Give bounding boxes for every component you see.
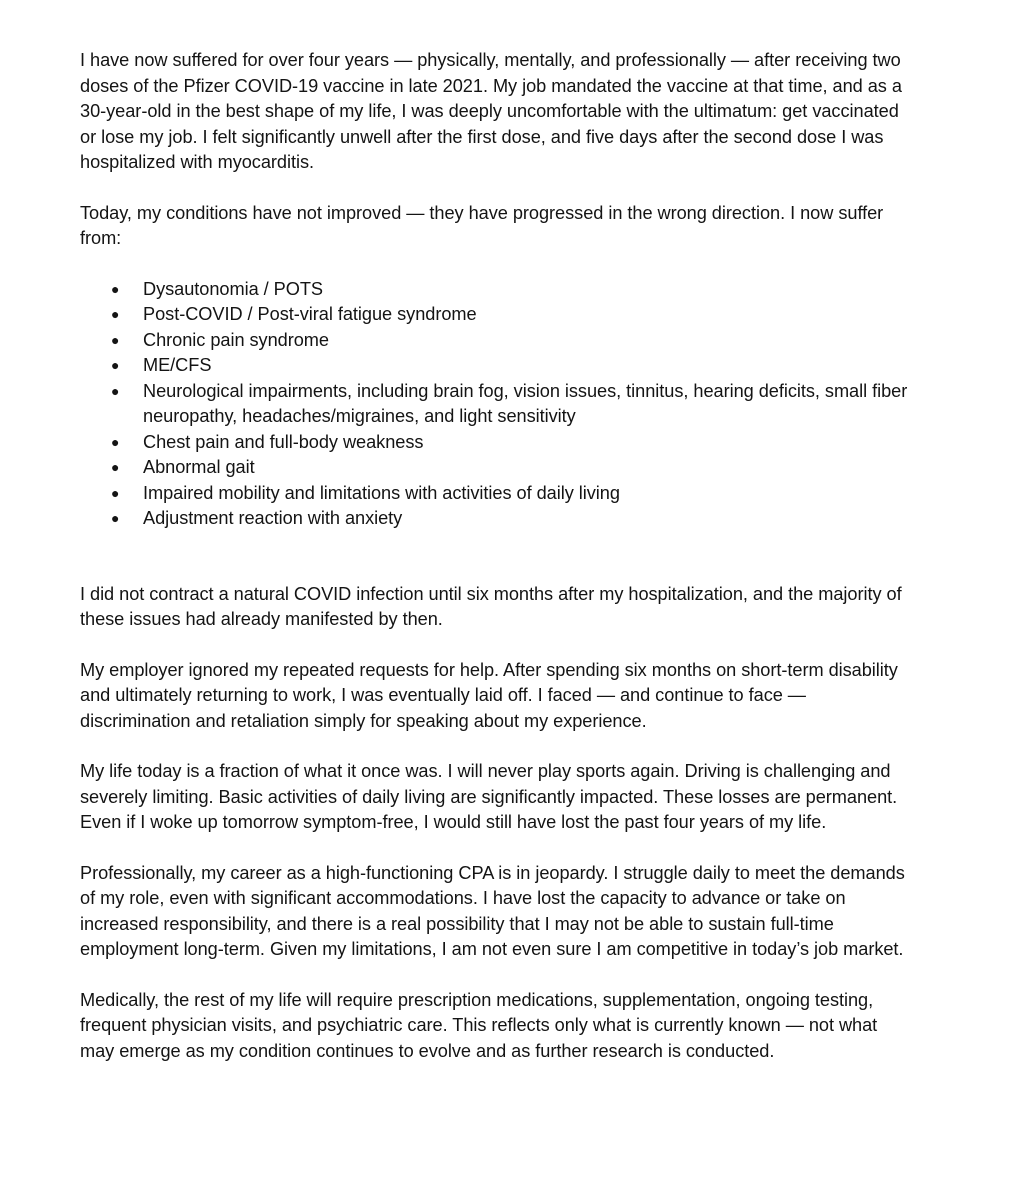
list-item <box>80 353 910 379</box>
bullet-icon: ● <box>111 459 120 475</box>
bullet-icon: ● <box>111 433 120 450</box>
paragraph-covid-infection-timing: I did not contract a natural COVID infection until six months after my hospitalization, and the majority of these issues had already manifested by then. <box>80 583 902 629</box>
paragraph-medical-outlook: Medically, the rest of my life will require prescription medications, supplementation, ongoing testing, frequent physician visits, and psychiatric care. This reflects only what is currently known — not what may emerge as my condition continues to evolve and as further research is conducted. <box>80 989 878 1061</box>
list-item <box>80 506 910 532</box>
bullet-icon: ● <box>111 484 120 501</box>
paragraph-vaccine-history: I have now suffered for over four years — physically, mentally, and professionally — after receiving two doses of the Pfizer COVID-19 vaccine in late 2021. My job mandated the vaccine at that time, and as a 30-year-old in the best shape of my life, I was deeply uncomfortable with the ultimatum: get vaccinated or lose my job. I felt significantly unwell after the first dose, and five days after the second dose I was hospitalized with myocarditis. <box>80 50 902 172</box>
list-item <box>80 277 910 303</box>
list-item <box>80 481 910 507</box>
paragraph-employer-response: My employer ignored my repeated requests for help. After spending six months on short-term disability and ultimately returning to work, I was eventually laid off. I faced — and continue to face — discrimination and retaliation simply for speaking about my experience. <box>80 659 898 731</box>
condition-text: Chest pain and full-body weakness <box>143 431 424 452</box>
bullet-icon: ● <box>111 357 120 373</box>
paragraph-current-conditions-intro: Today, my conditions have not improved — they have progressed in the wrong direction. I now suffer from: <box>80 202 884 248</box>
bullet-icon: ● <box>111 382 120 399</box>
list-item <box>80 430 910 456</box>
condition-text: ME/CFS <box>143 355 212 375</box>
condition-text: Adjustment reaction with anxiety <box>143 508 403 528</box>
list-item <box>80 302 910 328</box>
list-item <box>80 455 910 481</box>
document-body <box>80 48 910 1089</box>
condition-text: Dysautonomia / POTS <box>143 278 323 299</box>
paragraph-professional-impact: Professionally, my career as a high-functioning CPA is in jeopardy. I struggle daily to meet the demands of my role, even with significant accommodations. I have lost the capacity to advance or take on increased responsibility, and there is a real possibility that I may not be able to sustain full-time employment long-term. Given my limitations, I am not even sure I am competitive in today’s job market. <box>80 862 905 959</box>
list-item <box>80 379 910 430</box>
list-item <box>80 328 910 354</box>
bullet-icon: ● <box>111 331 120 348</box>
paragraph-life-impact: My life today is a fraction of what it once was. I will never play sports again. Driving is challenging and severely limiting. Basic activities of daily living are significantly impacted. These losses are permanent. Even if I woke up tomorrow symptom-free, I would still have lost the past four years of my life. <box>80 761 898 832</box>
condition-text: Impaired mobility and limitations with activities of daily living <box>143 482 620 503</box>
bullet-icon: ● <box>111 280 120 297</box>
conditions-list <box>80 277 910 532</box>
condition-text: Chronic pain syndrome <box>143 329 329 350</box>
bullet-icon: ● <box>111 306 120 322</box>
condition-text: Abnormal gait <box>143 457 255 477</box>
bullet-icon: ● <box>111 510 120 526</box>
condition-text: Neurological impairments, including brain fog, vision issues, tinnitus, hearing deficits, small fiber neuropathy, headaches/migraines, and light sensitivity <box>143 380 908 426</box>
condition-text: Post-COVID / Post-viral fatigue syndrome <box>143 304 477 324</box>
